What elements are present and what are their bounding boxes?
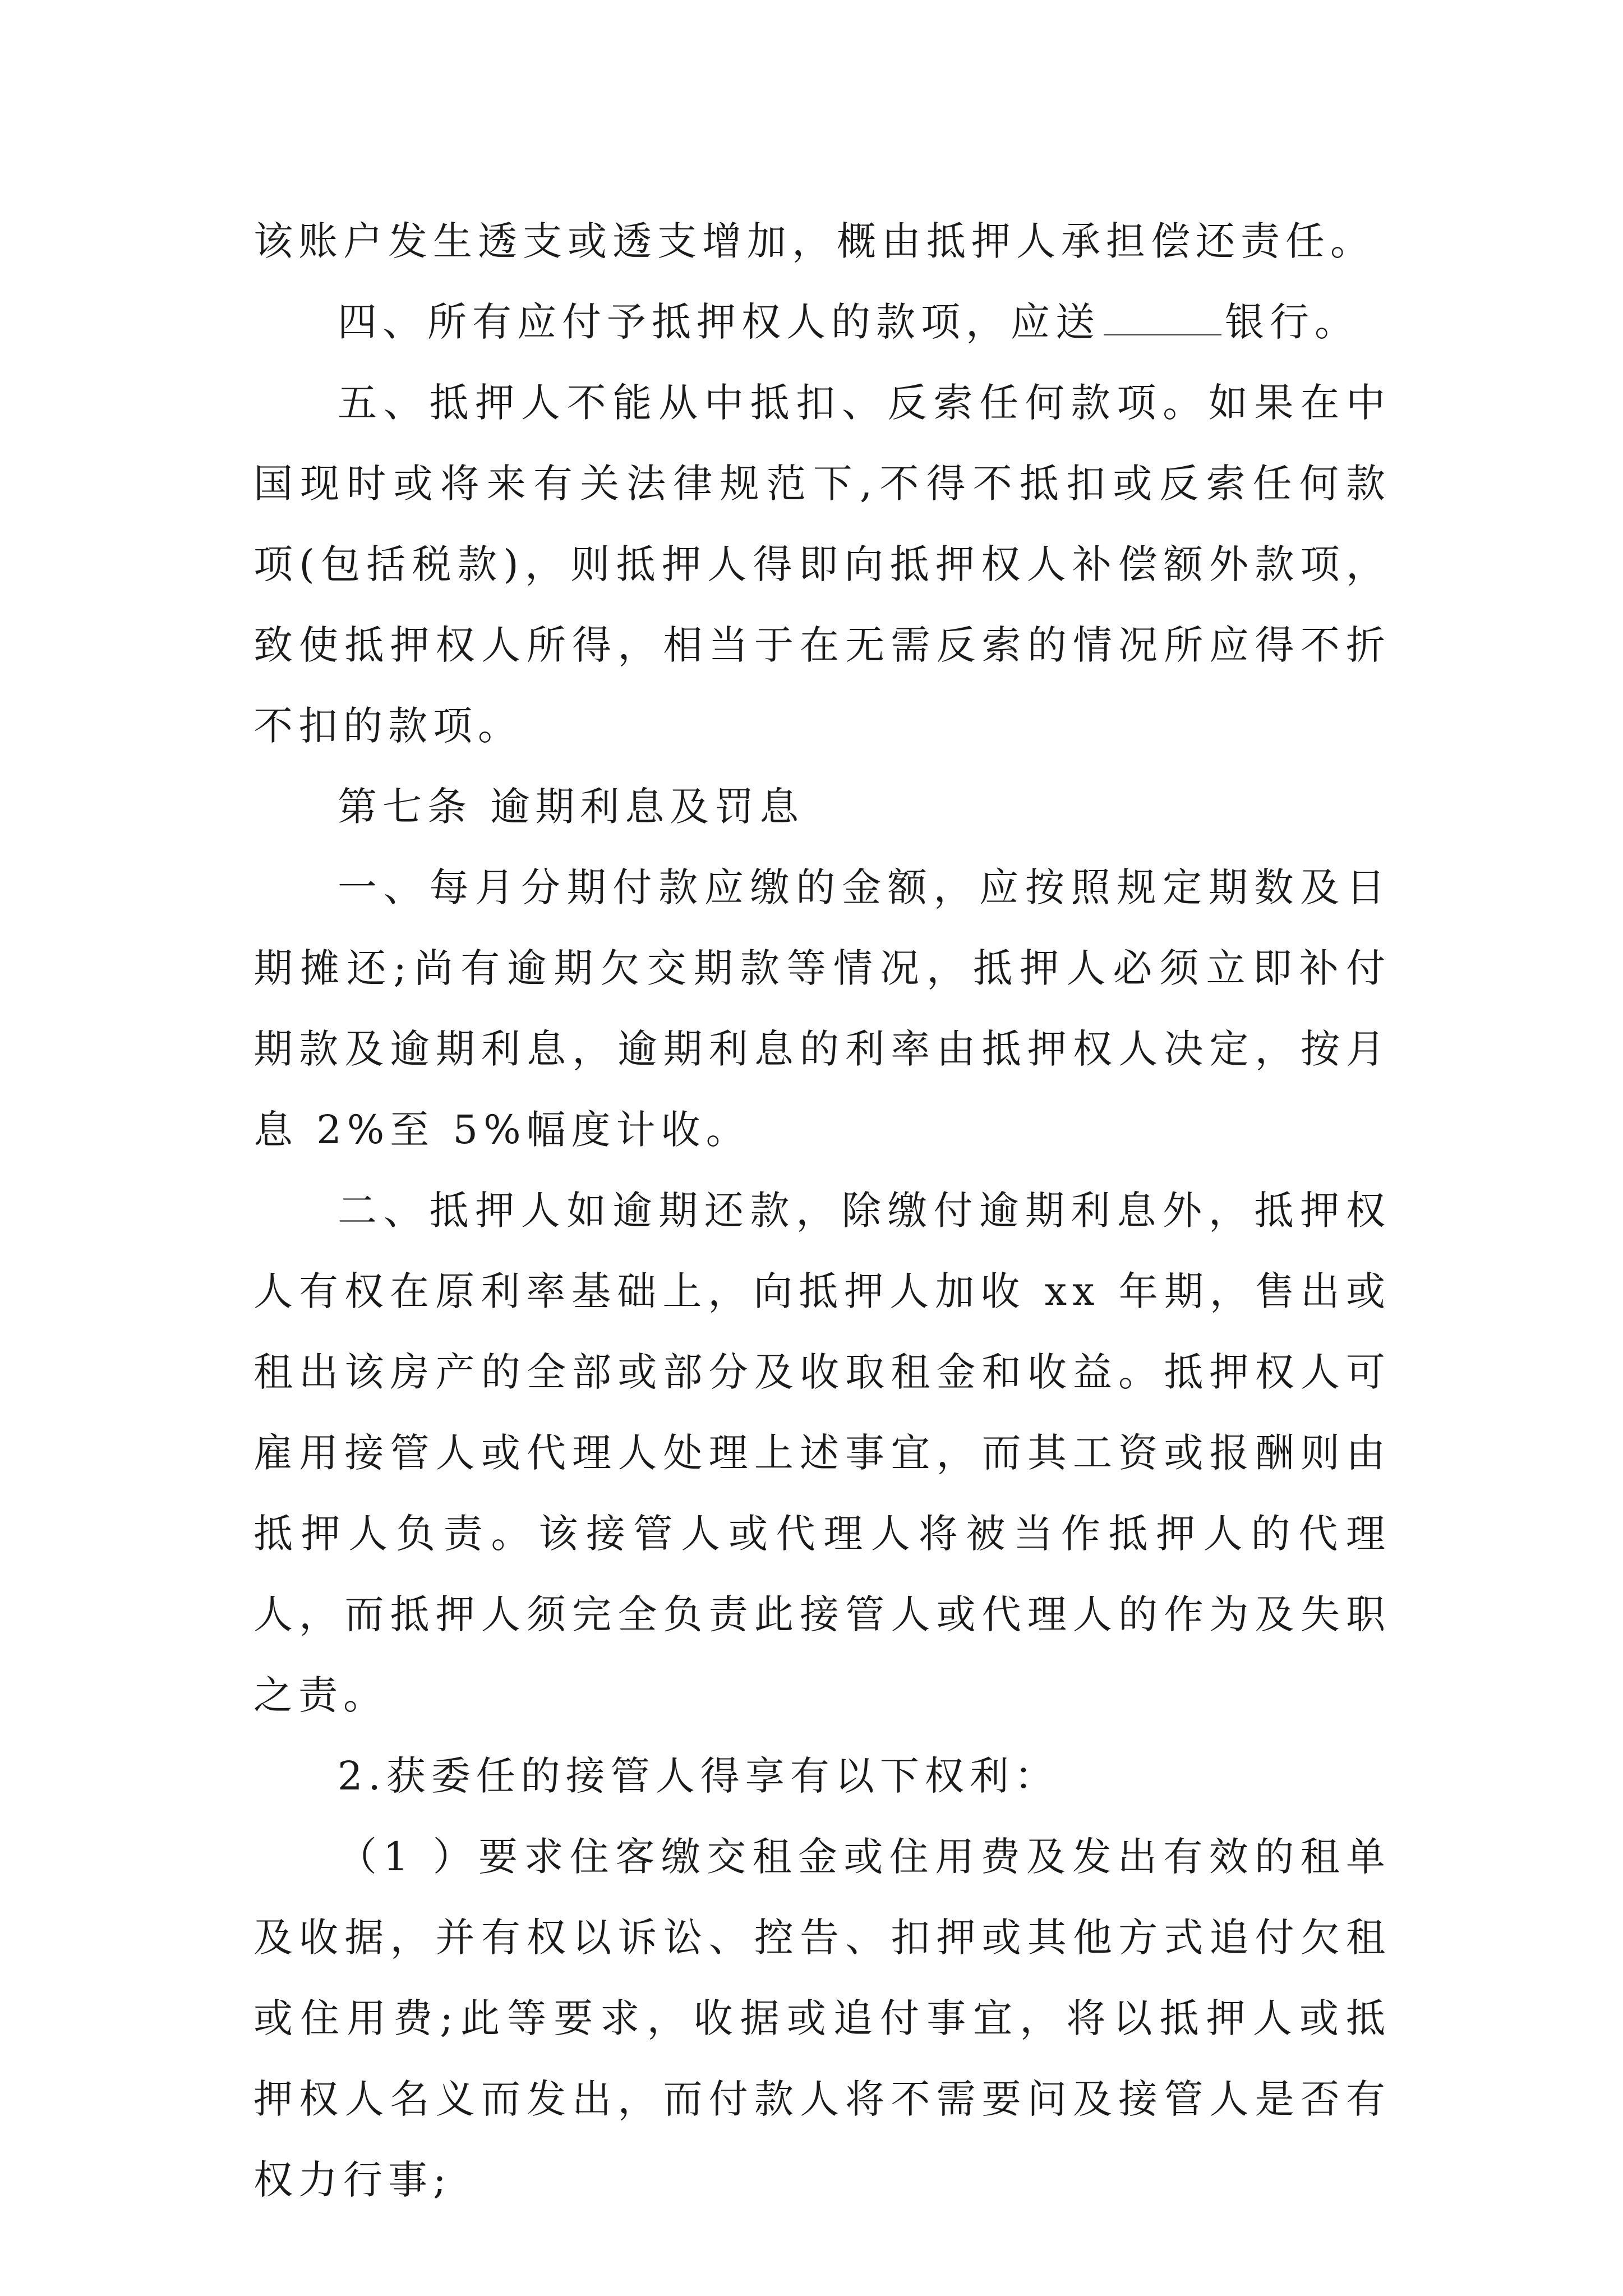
paragraph-installment-interest: 一、每月分期付款应缴的金额，应按照规定期数及日期摊还;尚有逾期欠交期款等情况，抵押人必须立即补付期款及逾期利息，逾期利息的利率由抵押权人决定，按月息 2%至 5%幅度计收。 <box>253 864 1391 1153</box>
payment-bank-text-before: 四、所有应付予抵押权人的款项，应送 <box>338 299 1100 345</box>
paragraph-payment-bank <box>253 282 1391 362</box>
paragraph-overdue-repayment: 二、抵押人如逾期还款，除缴付逾期利息外，抵押权人有权在原利率基础上，向抵押人加收 xx 年期，售出或租出该房产的全部或部分及收取租金和收益。抵押权人可雇用接管人或代理人处理上述事宜，而其工资或报酬则由抵押人负责。该接管人或代理人将被当作抵押人的代理人，而抵押人须完全负责此接管人或代理人的作为及失职之责。 <box>253 1188 1391 1718</box>
paragraph-receiver-right-1: （1 ）要求住客缴交租金或住用费及发出有效的租单及收据，并有权以诉讼、控告、扣押或其他方式追付欠租或住用费;此等要求，收据或追付事宜，将以抵押人或抵押权人名义而发出，而付款人将不需要问及接管人是否有权力行事; <box>253 1834 1391 2203</box>
paragraph-receiver-rights-intro: 2.获委任的接管人得享有以下权利： <box>338 1753 1059 1799</box>
payment-bank-text-after: 银行。 <box>1225 299 1359 345</box>
paragraph-overdraft-liability: 该账户发生透支或透支增加，概由抵押人承担偿还责任。 <box>253 218 1375 264</box>
article-7-heading: 第七条 逾期利息及罚息 <box>338 784 805 830</box>
document-body <box>253 201 1391 2220</box>
paragraph-no-deduction: 五、抵押人不能从中抵扣、反索任何款项。如果在中国现时或将来有关法律规范下,不得不抵扣或反索任何款项(包括税款)，则抵押人得即向抵押权人补偿额外款项，致使抵押权人所得，相当于在无需反索的情况所应得不折不扣的款项。 <box>253 380 1391 749</box>
bank-name-blank <box>1104 300 1221 335</box>
